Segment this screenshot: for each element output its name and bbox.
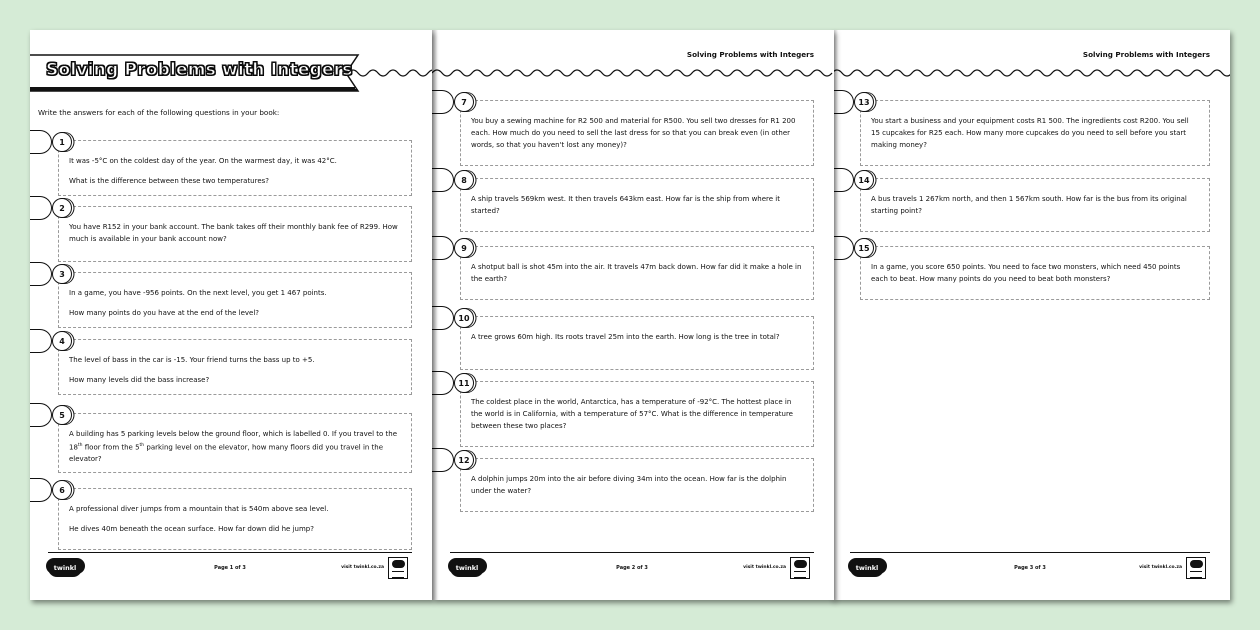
question-tab [30,329,52,353]
page-number: Page 1 of 3 [214,565,246,571]
site-link[interactable]: visit twinkl.co.za [1139,565,1182,570]
question-tab [432,371,454,395]
question-number: 5 [52,405,72,425]
question-13 [832,90,1230,160]
answer-box [58,488,412,550]
question-number: 3 [52,264,72,284]
question-tab [30,478,52,502]
question-text: You have R152 in your bank account. The bank takes off their monthly bank fee of R299. How much is available in your bank account now? [69,223,398,243]
question-tab [30,196,52,220]
question-number: 10 [454,308,474,328]
question-text: A bus travels 1 267km north, and then 1 567km south. How far is the bus from its original starting point? [871,195,1187,215]
question-tab [30,262,52,286]
question-tab [432,90,454,114]
answer-box [58,206,412,262]
answer-box [860,100,1210,166]
answer-box [58,272,412,328]
question-tab [832,90,854,114]
running-header: Solving Problems with Integers [686,50,814,59]
answer-box [860,246,1210,300]
question-tab [30,403,52,427]
question-4 [30,329,432,391]
question-number: 14 [854,170,874,190]
question-tab [832,236,854,260]
answer-box [460,316,814,370]
answer-box [460,246,814,300]
title-banner [30,54,370,92]
question-text: A dolphin jumps 20m into the air before diving 34m into the ocean. How far is the dolphin under the water? [471,475,787,495]
twinkl-logo: twinkl [850,559,884,577]
question-number: 12 [454,450,474,470]
question-number: 9 [454,238,474,258]
question-10 [432,306,834,366]
question-text: In a game, you have -956 points. On the next level, you get 1 467 points. [69,289,327,297]
question-text: You buy a sewing machine for R2 500 and material for R500. You sell two dresses for R1 200 each. How much do you need to sell the last dress for so that you can break even (in other words, so that you haven't lost any money)? [471,117,796,149]
question-9 [432,236,834,296]
worksheet-page-1 [30,30,432,600]
question-text: It was -5°C on the coldest day of the year. On the warmest day, it was 42°C. [69,157,337,165]
page-title: Solving Problems with Integers [46,60,353,80]
wave-divider-icon [432,66,834,80]
question-number: 4 [52,331,72,351]
worksheet-page-2 [432,30,834,600]
question-text: In a game, you score 650 points. You need to face two monsters, which need 450 points each to beat. How many points do you need to beat both monsters? [871,263,1181,283]
question-text: A professional diver jumps from a mountain that is 540m above sea level. [69,505,329,513]
page-footer [450,552,814,582]
page-footer [850,552,1210,582]
question-6 [30,478,432,544]
page-number: Page 3 of 3 [1014,565,1046,571]
question-tab [432,168,454,192]
running-header: Solving Problems with Integers [1082,50,1210,59]
page-footer [48,552,412,582]
question-text: What is the difference between these two temperatures? [69,177,270,185]
question-12 [432,448,834,508]
twinkl-logo: twinkl [48,559,82,577]
site-link[interactable]: visit twinkl.co.za [743,565,786,570]
question-tab [432,236,454,260]
answer-box [460,178,814,232]
question-8 [432,168,834,228]
worksheet-page-3 [832,30,1230,600]
question-14 [832,168,1230,228]
question-number: 2 [52,198,72,218]
question-number: 8 [454,170,474,190]
wave-divider-icon [832,66,1230,80]
question-11 [432,371,834,441]
instructions: Write the answers for each of the following questions in your book: [38,108,280,117]
question-tab [30,130,52,154]
question-1 [30,130,432,192]
question-tab [832,168,854,192]
question-text: How many levels did the bass increase? [69,376,210,384]
question-15 [832,236,1230,296]
question-text: A shotput ball is shot 45m into the air. It travels 47m back down. How far did it make a hole in the earth? [471,263,802,283]
question-7 [432,90,834,160]
answer-box [58,339,412,395]
question-2 [30,196,432,258]
quality-badge-icon [790,557,810,579]
quality-badge-icon [1186,557,1206,579]
question-tab [432,448,454,472]
question-text: The level of bass in the car is -15. Your friend turns the bass up to +5. [69,356,315,364]
question-tab [432,306,454,330]
twinkl-logo: twinkl [450,559,484,577]
question-number: 1 [52,132,72,152]
page-number: Page 2 of 3 [616,565,648,571]
question-text: The coldest place in the world, Antarctica, has a temperature of -92°C. The hottest place in the world is in California, with a temperature of 57°C. What is the difference in temperature between these two places? [471,398,793,430]
answer-box [58,413,412,473]
question-number: 15 [854,238,874,258]
answer-box [460,381,814,447]
question-3 [30,262,432,324]
answer-box [58,140,412,196]
answer-box [460,458,814,512]
wave-divider-icon [348,66,432,80]
question-text: He dives 40m beneath the ocean surface. How far down did he jump? [69,525,314,533]
site-link[interactable]: visit twinkl.co.za [341,565,384,570]
question-text: How many points do you have at the end of the level? [69,309,260,317]
quality-badge-icon [388,557,408,579]
question-text: A tree grows 60m high. Its roots travel 25m into the earth. How long is the tree in total? [471,333,780,341]
question-number: 11 [454,373,474,393]
question-number: 13 [854,92,874,112]
question-number: 6 [52,480,72,500]
question-5 [30,403,432,469]
question-number: 7 [454,92,474,112]
question-text: A ship travels 569km west. It then travels 643km east. How far is the ship from where it started? [471,195,780,215]
answer-box [460,100,814,166]
question-text: A building has 5 parking levels below the ground floor, which is labelled 0. If you travel to the 18th floor from the 5th parking level on the elevator, how many floors did you travel in the elevator? [69,430,398,464]
question-text: You start a business and your equipment costs R1 500. The ingredients cost R200. You sell 15 cupcakes for R25 each. How many more cupcakes do you need to sell before you start making money? [871,117,1189,149]
answer-box [860,178,1210,232]
